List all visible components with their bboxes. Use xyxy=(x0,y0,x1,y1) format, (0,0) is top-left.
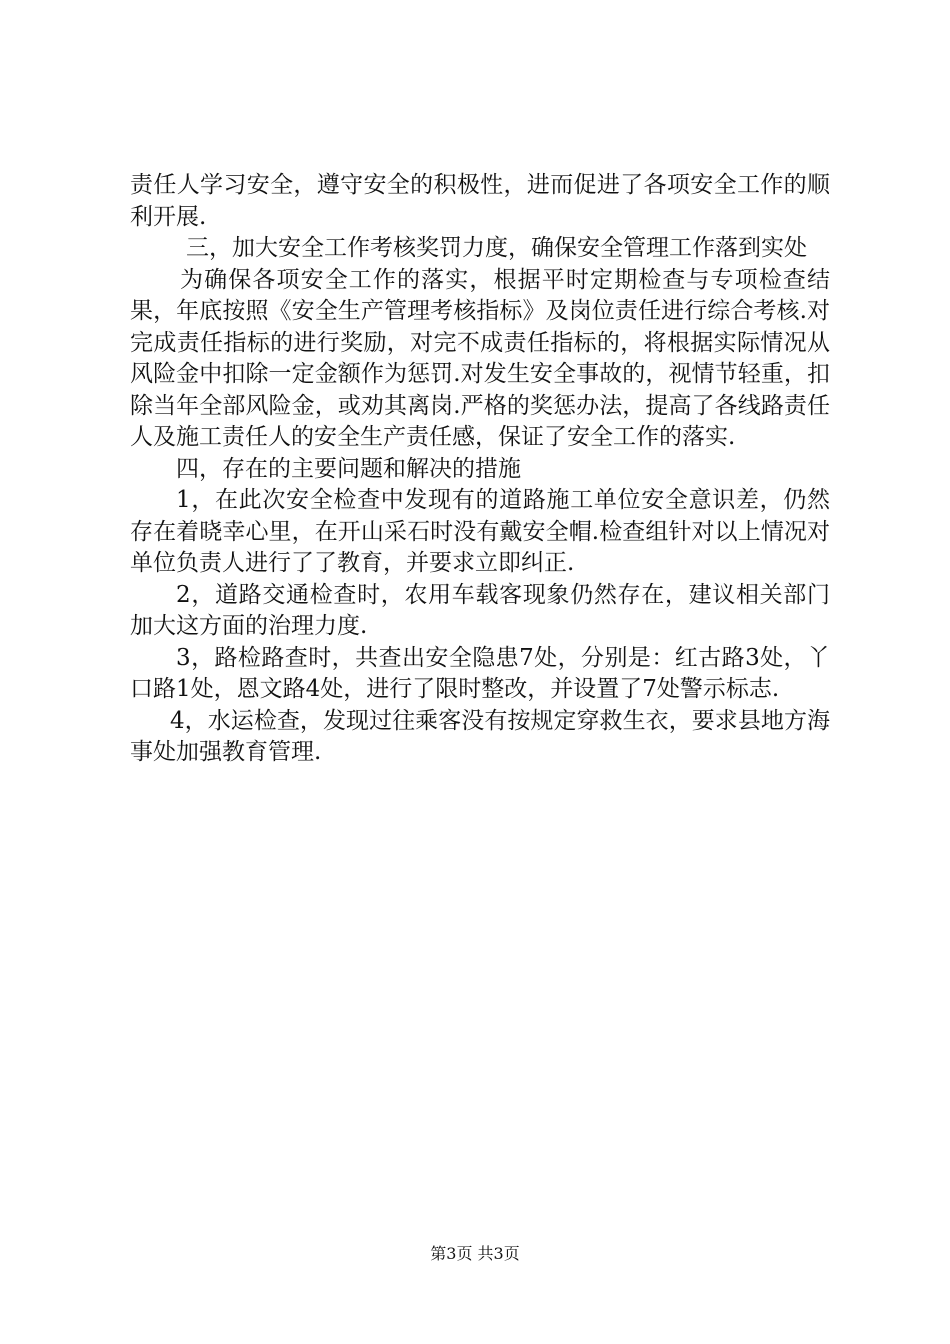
list-item-2: 2，道路交通检查时，农用车载客现象仍然存在，建议相关部门加大这方面的治理力度. xyxy=(130,581,830,639)
paragraph-assessment: 为确保各项安全工作的落实，根据平时定期检查与专项检查结果，年底按照《安全生产管理考核指标》及岗位责任进行综合考核.对完成责任指标的进行奖励，对完不成责任指标的，将根据实际情况从风险金中扣除一定金额作为惩罚.对发生安全事故的，视情节轻重，扣除当年全部风险金，或劝其离岗.严格的奖惩办法，提高了各线路责任人及施工责任人的安全生产责任感，保证了安全工作的落实. xyxy=(130,266,830,450)
list-item-4: 4，水运检查，发现过往乘客没有按规定穿救生衣，要求县地方海事处加强教育管理. xyxy=(130,707,830,765)
page-footer xyxy=(0,1244,950,1264)
document-body xyxy=(130,170,830,769)
list-item-3: 3，路检路查时，共查出安全隐患7处，分别是：红古路3处，丫口路1处，恩文路4处，进行了限时整改，并设置了7处警示标志. xyxy=(130,644,830,702)
section-heading-4: 四，存在的主要问题和解决的措施 xyxy=(176,455,521,482)
paragraph-continuation: 责任人学习安全，遵守安全的积极性，进而促进了各项安全工作的顺利开展. xyxy=(130,172,830,230)
section-heading-3: 三，加大安全工作考核奖罚力度，确保安全管理工作落到实处 xyxy=(186,235,807,261)
page-number: 第3页 共3页 xyxy=(430,1244,520,1263)
list-item-1: 1，在此次安全检查中发现有的道路施工单位安全意识差，仍然存在着晓幸心里，在开山采石时没有戴安全帽.检查组针对以上情况对单位负责人进行了了教育，并要求立即纠正. xyxy=(130,487,830,576)
